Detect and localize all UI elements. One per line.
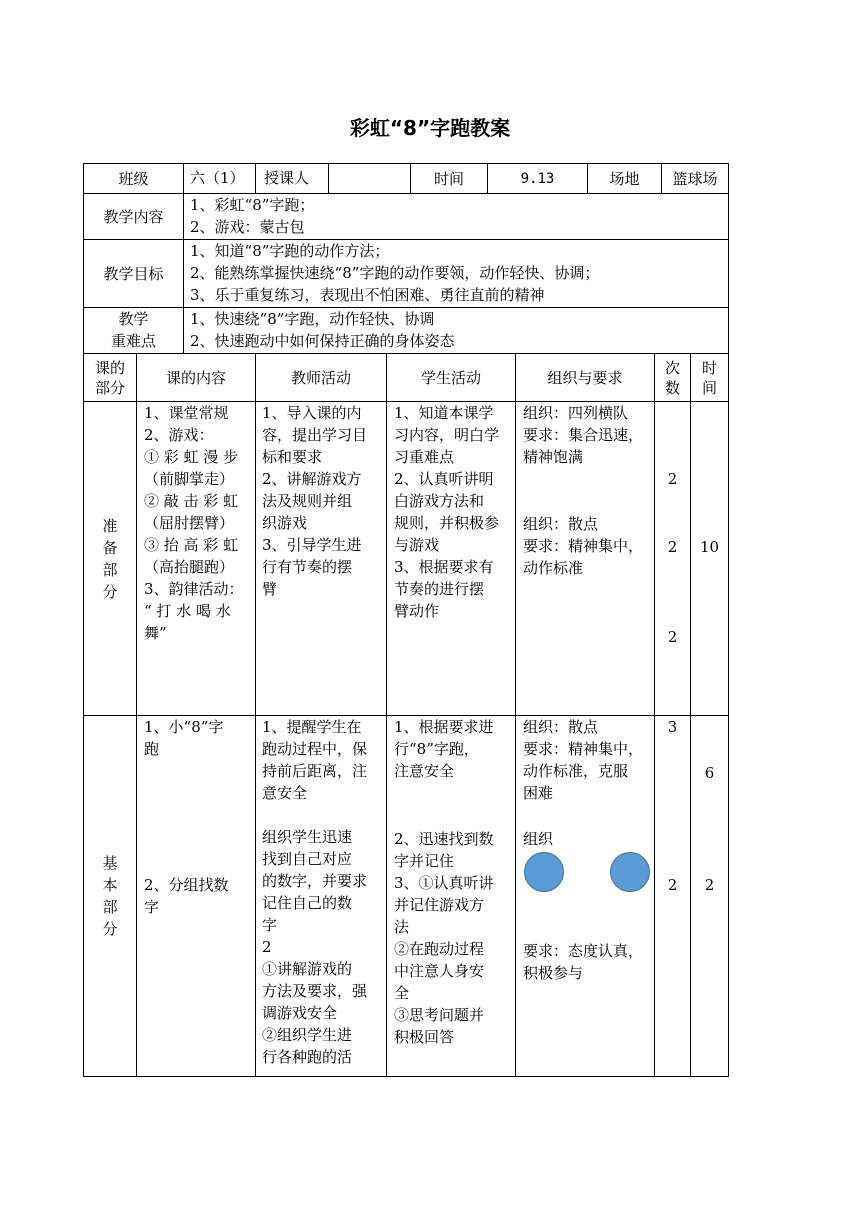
basic-teacher-activity: 1、提醒学生在 跑动过程中，保 持前后距离，注 意安全 组织学生迅速 找到自己对应 的数字，并要求 记住自己的数 字 2 ①讲解游戏的 方法及要求，强 调游戏安全 ②组织学生进 行各种跑的活 [262, 718, 368, 1066]
prep-part-label: 准 备 部 分 [102, 516, 118, 601]
prep-content: 1、课堂常规 2、游戏： ① 彩 虹 漫 步 （前脚掌走） ② 敲 击 彩 虹 （屈肘摆臂） ③ 抬 高 彩 虹 （高抬腿跑） 3、韵律活动： “ 打 水 喝 水 舞” [144, 404, 244, 642]
goal-line: 1、知道“8”字跑的动作方法； [190, 242, 390, 260]
content-line: 1、彩虹“8”字跑； [190, 196, 315, 214]
class-value: 六（1） [190, 169, 245, 187]
goal-line: 2、能熟练掌握快速绕“8”字跑的动作要领，动作轻快、协调； [190, 264, 600, 282]
formation-circle-left [524, 852, 564, 892]
content-lines [190, 194, 720, 238]
prep-teacher-activity: 1、导入课的内 容，提出学习目 标和要求 2、讲解游戏方 法及规则并组 织游戏 3、引导学生进 行有节奏的摆 臂 [262, 404, 368, 598]
basic-student-activity-2: 2、迅速找到数 字并记住 3、①认真听讲 并记住游戏方 法 ②在跑动过程 中注意人身安 全 ③思考问题并 积极回答 [394, 830, 494, 1046]
formation-circle-right [610, 852, 650, 892]
basic-time-1: 6 [704, 764, 715, 782]
prep-organization-2: 组织：散点 要求：精神集中， 动作标准 [523, 515, 644, 577]
col-header-content: 课的内容 [165, 368, 226, 387]
basic-organization-3: 要求：态度认真， 积极参与 [523, 942, 644, 982]
teacher-label: 授课人 [264, 169, 310, 187]
goal-line: 3、乐于重复练习，表现出不怕困难、勇往直前的精神 [190, 286, 545, 304]
prep-student-activity: 1、知道本课学 习内容，明白学 习重难点 2、认真听讲明 白游戏方法和 规则，并积极参 与游戏 3、根据要求有 节奏的进行摆 臂动作 [394, 404, 500, 620]
keypoints-lines [190, 308, 720, 352]
prep-count-1: 2 [667, 470, 678, 488]
col-header-organization: 组织与要求 [547, 368, 623, 387]
goals-label: 教学目标 [103, 264, 164, 283]
basic-content-2: 2、分组找数 字 [144, 876, 229, 916]
prep-organization-1: 组织：四列横队 要求：集合迅速， 精神饱满 [523, 404, 644, 466]
basic-part-label: 基 本 部 分 [102, 854, 118, 938]
basic-count-2: 2 [667, 876, 678, 894]
content-line: 2、游戏：蒙古包 [190, 218, 305, 236]
keypoints-label-line1: 教学 [118, 310, 149, 328]
basic-content-1: 1、小“8”字 跑 [144, 718, 224, 758]
col-header-teacher: 教师活动 [290, 368, 351, 387]
keypoint-line: 2、快速跑动中如何保持正确的身体姿态 [190, 332, 455, 350]
col-header-time: 时 间 [701, 358, 717, 397]
basic-time-2: 2 [704, 876, 715, 894]
prep-count-3: 2 [667, 628, 678, 646]
time-label: 时间 [433, 169, 464, 188]
col-header-count: 次 数 [664, 358, 680, 397]
prep-count-2: 2 [667, 538, 678, 556]
keypoints-label [84, 308, 183, 353]
basic-organization-2-label: 组织 [523, 830, 554, 848]
venue-value: 篮球场 [672, 169, 718, 188]
page-title: 彩虹“8”字跑教案 [349, 116, 511, 140]
teacher-value [329, 164, 410, 193]
basic-student-activity-1: 1、根据要求进 行“8”字跑， 注意安全 [394, 718, 494, 780]
content-label: 教学内容 [103, 207, 164, 226]
basic-count-1: 3 [667, 718, 678, 736]
keypoint-line: 1、快速绕“8”字跑，动作轻快、协调 [190, 310, 435, 328]
col-header-part: 课的 部分 [94, 358, 125, 397]
venue-label: 场地 [609, 169, 640, 188]
class-label: 班级 [118, 169, 149, 188]
basic-organization-1: 组织：散点 要求：精神集中， 动作标准，克服 困难 [523, 718, 644, 802]
goals-lines [190, 240, 725, 306]
col-header-student: 学生活动 [420, 368, 481, 387]
keypoints-label-line2: 重难点 [110, 332, 156, 350]
prep-time: 10 [699, 538, 720, 556]
time-value: 9.13 [520, 170, 555, 187]
